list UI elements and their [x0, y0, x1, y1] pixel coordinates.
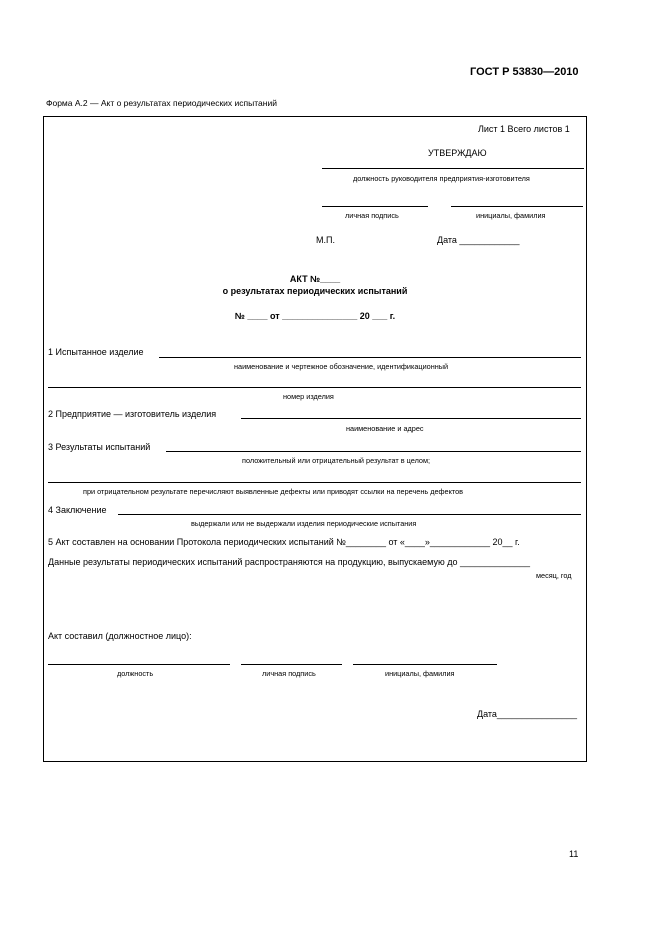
compiled-label: Акт составил (должностное лицо):: [48, 631, 192, 641]
item1-line[interactable]: [159, 357, 581, 358]
item1-hint2: номер изделия: [283, 392, 334, 401]
compiled-signature-hint: личная подпись: [262, 669, 316, 678]
item3-hint2: при отрицательном результате перечисляют выявленные дефекты или приводят ссылки на перечень дефектов: [83, 487, 464, 496]
approval-signature-line[interactable]: [322, 206, 428, 207]
form-caption: Форма А.2 — Акт о результатах периодических испытаний: [46, 98, 277, 108]
compiled-initials-hint: инициалы, фамилия: [385, 669, 455, 678]
sheet-info: Лист 1 Всего листов 1: [478, 124, 570, 134]
approval-initials-line[interactable]: [451, 206, 583, 207]
approval-signature-hint: личная подпись: [345, 211, 399, 220]
compiled-date[interactable]: Дата________________: [477, 709, 578, 719]
item1-line2[interactable]: [48, 387, 581, 388]
item4-label: 4 Заключение: [48, 505, 107, 515]
act-title-subject: о результатах периодических испытаний: [222, 286, 408, 296]
item1-hint: наименование и чертежное обозначение, идентификационный: [234, 362, 449, 371]
item3-line[interactable]: [166, 451, 581, 452]
item3-label: 3 Результаты испытаний: [48, 442, 151, 452]
item3-hint: положительный или отрицательный результат в целом;: [242, 456, 431, 465]
approval-position-line[interactable]: [322, 168, 584, 169]
item2-line[interactable]: [241, 418, 581, 419]
item2-hint: наименование и адрес: [346, 424, 424, 433]
distribution-hint: месяц, год: [536, 571, 572, 580]
item4-hint: выдержали или не выдержали изделия периодические испытания: [191, 519, 417, 528]
item1-label: 1 Испытанное изделие: [48, 347, 144, 357]
item2-label: 2 Предприятие — изготовитель изделия: [48, 409, 217, 419]
approval-position-hint: должность руководителя предприятия-изготовителя: [353, 174, 530, 183]
compiled-position-line[interactable]: [48, 664, 230, 665]
compiled-signature-line[interactable]: [241, 664, 342, 665]
page-number: 11: [569, 849, 579, 859]
approval-initials-hint: инициалы, фамилия: [476, 211, 546, 220]
act-title-number: АКТ №____: [289, 274, 341, 284]
distribution-text[interactable]: Данные результаты периодических испытаний распространяются на продукцию, выпускаемую до ______________: [48, 557, 531, 567]
approval-title: УТВЕРЖДАЮ: [428, 148, 487, 158]
item4-line[interactable]: [118, 514, 581, 515]
approval-stamp: М.П.: [316, 235, 335, 245]
item3-line2[interactable]: [48, 482, 581, 483]
compiled-initials-line[interactable]: [353, 664, 497, 665]
act-title-date: № ____ от _______________ 20 ___ г.: [234, 311, 396, 321]
compiled-position-hint: должность: [117, 669, 154, 678]
standard-header: ГОСТ Р 53830—2010: [470, 66, 579, 78]
item5-text[interactable]: 5 Акт составлен на основании Протокола периодических испытаний №________ от «____»____________ 20__ г.: [48, 537, 520, 547]
approval-date[interactable]: Дата ____________: [437, 235, 520, 245]
